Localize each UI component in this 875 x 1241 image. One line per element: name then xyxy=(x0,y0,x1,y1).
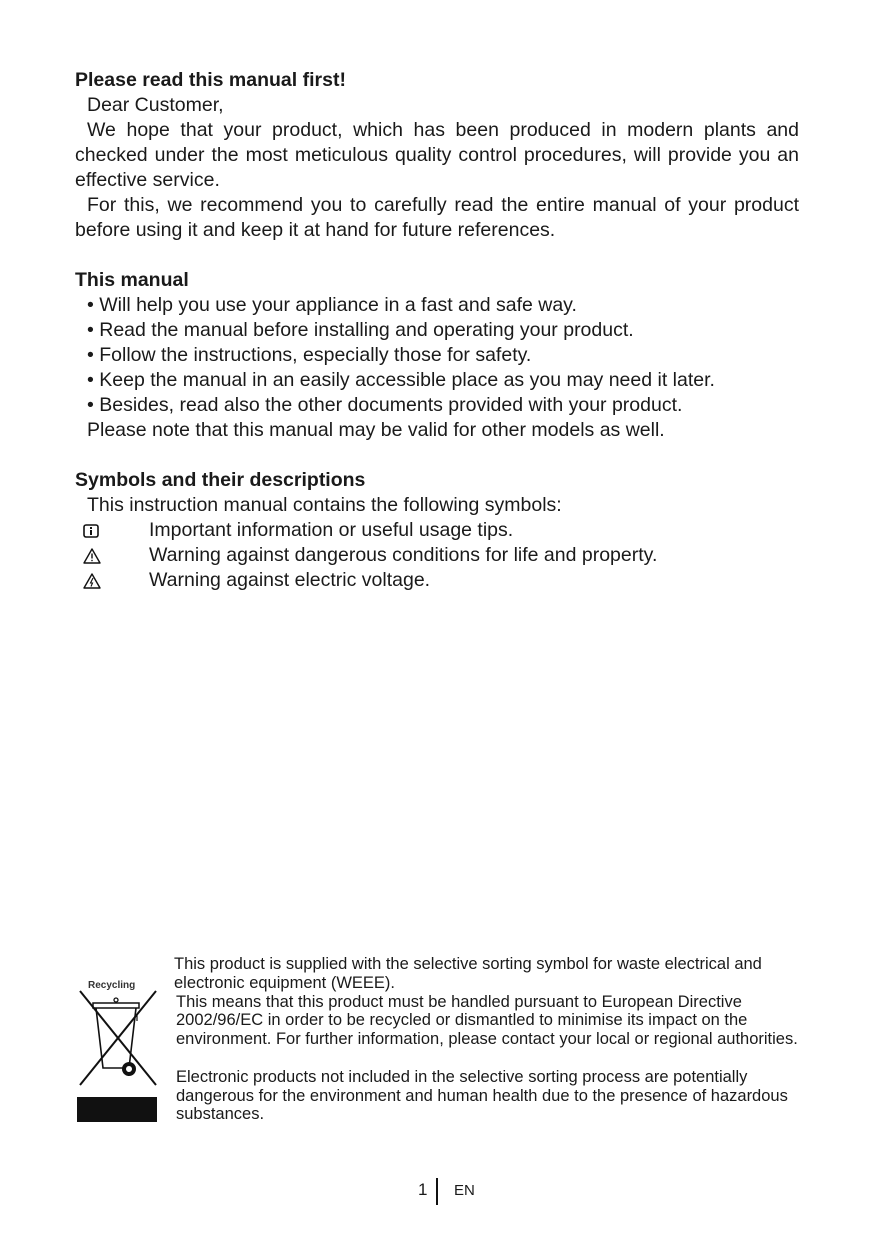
weee-black-bar xyxy=(77,1097,157,1122)
weee-paragraph-3: Electronic products not included in the selective sorting process are potentially dangerous for the environment and human health due to the presence of hazardous substances. xyxy=(176,1067,788,1124)
manual-bullet: • Keep the manual in an easily accessible place as you may need it later. xyxy=(75,368,799,393)
symbol-row xyxy=(75,518,799,543)
crossed-bin-icon xyxy=(77,977,159,1089)
page-content xyxy=(75,68,799,593)
weee-text xyxy=(174,955,799,1124)
intro-heading: Please read this manual first! xyxy=(75,69,346,91)
manual-bullet: • Read the manual before installing and operating your product. xyxy=(75,318,799,343)
symbol-row xyxy=(75,543,799,568)
recycling-label: Recycling xyxy=(88,980,136,991)
language-code: EN xyxy=(454,1182,475,1199)
manual-heading: This manual xyxy=(75,269,189,291)
footer-divider xyxy=(436,1178,438,1205)
weee-paragraph-2: This means that this product must be handled pursuant to European Directive 2002/96/EC in order to be recycled or dismantled to minimise its impact on the environment. For further information, please contact your local or regional authorities. xyxy=(176,992,798,1049)
warning-icon xyxy=(83,548,149,564)
info-icon xyxy=(83,524,149,538)
electric-warning-icon xyxy=(83,573,149,589)
greeting: Dear Customer, xyxy=(87,94,224,116)
symbols-intro: This instruction manual contains the following symbols: xyxy=(87,494,562,516)
page-number: 1 xyxy=(418,1180,428,1199)
symbol-row xyxy=(75,568,799,593)
manual-bullet: • Besides, read also the other documents provided with your product. xyxy=(75,393,799,418)
manual-bullet: • Follow the instructions, especially those for safety. xyxy=(75,343,799,368)
symbol-text: Warning against dangerous conditions for life and property. xyxy=(149,544,658,566)
manual-bullet: • Will help you use your appliance in a fast and safe way. xyxy=(75,293,799,318)
intro-paragraph-2: For this, we recommend you to carefully read the entire manual of your product before using it and keep it at hand for future references. xyxy=(75,194,799,241)
manual-note: Please note that this manual may be valid for other models as well. xyxy=(87,419,665,441)
symbols-heading: Symbols and their descriptions xyxy=(75,469,366,491)
symbol-text: Warning against electric voltage. xyxy=(149,569,431,591)
page-footer xyxy=(0,1178,875,1208)
intro-paragraph-1: We hope that your product, which has been produced in modern plants and checked under the most meticulous quality control procedures, will provide you an effective service. xyxy=(75,119,799,191)
weee-paragraph-1: This product is supplied with the selective sorting symbol for waste electrical and electronic equipment (WEEE). xyxy=(174,955,762,992)
symbol-text: Important information or useful usage tips. xyxy=(149,519,514,541)
